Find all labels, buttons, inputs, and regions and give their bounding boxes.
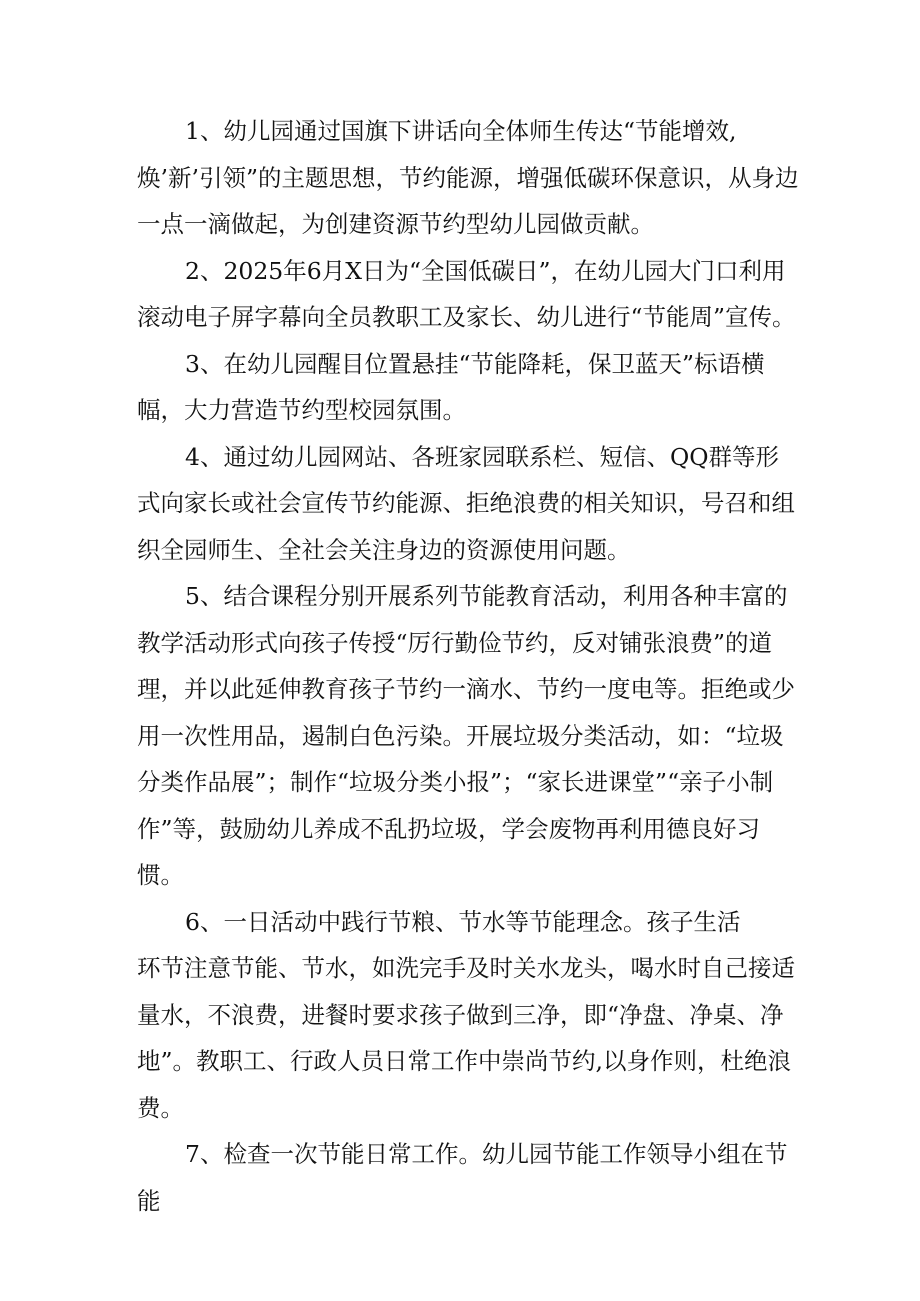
paragraph-6 xyxy=(137,899,799,1132)
paragraph-7: 7、检查一次节能日常工作。幼儿园节能工作领导小组在节能 xyxy=(137,1140,788,1215)
paragraph-3: 3、在幼儿园醒目位置悬挂“节能降耗，保卫蓝天”标语横幅，大力营造节约型校园氛围。 xyxy=(137,349,765,424)
document-body xyxy=(137,108,799,1224)
paragraph-6-rest: 环节注意节能、节水，如洗完手及时关水龙头，喝水时自己接适量水，不浪费，进餐时要求孩子做到三净，即“净盘、净桌、净地”。教职工、行政人员日常工作中崇尚节约,以身作则，杜绝浪费。 xyxy=(137,954,795,1122)
paragraph-5: 5、结合课程分别开展系列节能教育活动，利用各种丰富的教学活动形式向孩子传授“厉行勤俭节约，反对铺张浪费”的道理，并以此延伸教育孩子节约一滴水、节约一度电等。拒绝或少用一次性用品，遏制白色污染。开展垃圾分类活动，如：“垃圾分类作品展”；制作“垃圾分类小报”；“家长进课堂”“亲子小制作”等，鼓励幼儿养成不乱扔垃圾，学会废物再利用德良好习惯。 xyxy=(137,582,795,889)
paragraph-4: 4、通过幼儿园网站、各班家园联系栏、短信、QQ群等形式向家长或社会宣传节约能源、拒绝浪费的相关知识，号召和组织全园师生、全社会关注身边的资源使用问题。 xyxy=(137,442,795,564)
paragraph-2: 2、2025年6月X日为“全国低碳日”，在幼儿园大门口利用滚动电子屏字幕向全员教职工及家长、幼儿进行“节能周”宣传。 xyxy=(137,256,796,331)
paragraph-6-line-1: 6、一日活动中践行节粮、节水等节能理念。孩子生活 xyxy=(185,907,741,936)
paragraph-1: 1、幼儿园通过国旗下讲话向全体师生传达“节能增效,焕’新’引领”的主题思想，节约能源，增强低碳环保意识，从身边一点一滴做起，为创建资源节约型幼儿园做贡献。 xyxy=(137,117,799,238)
